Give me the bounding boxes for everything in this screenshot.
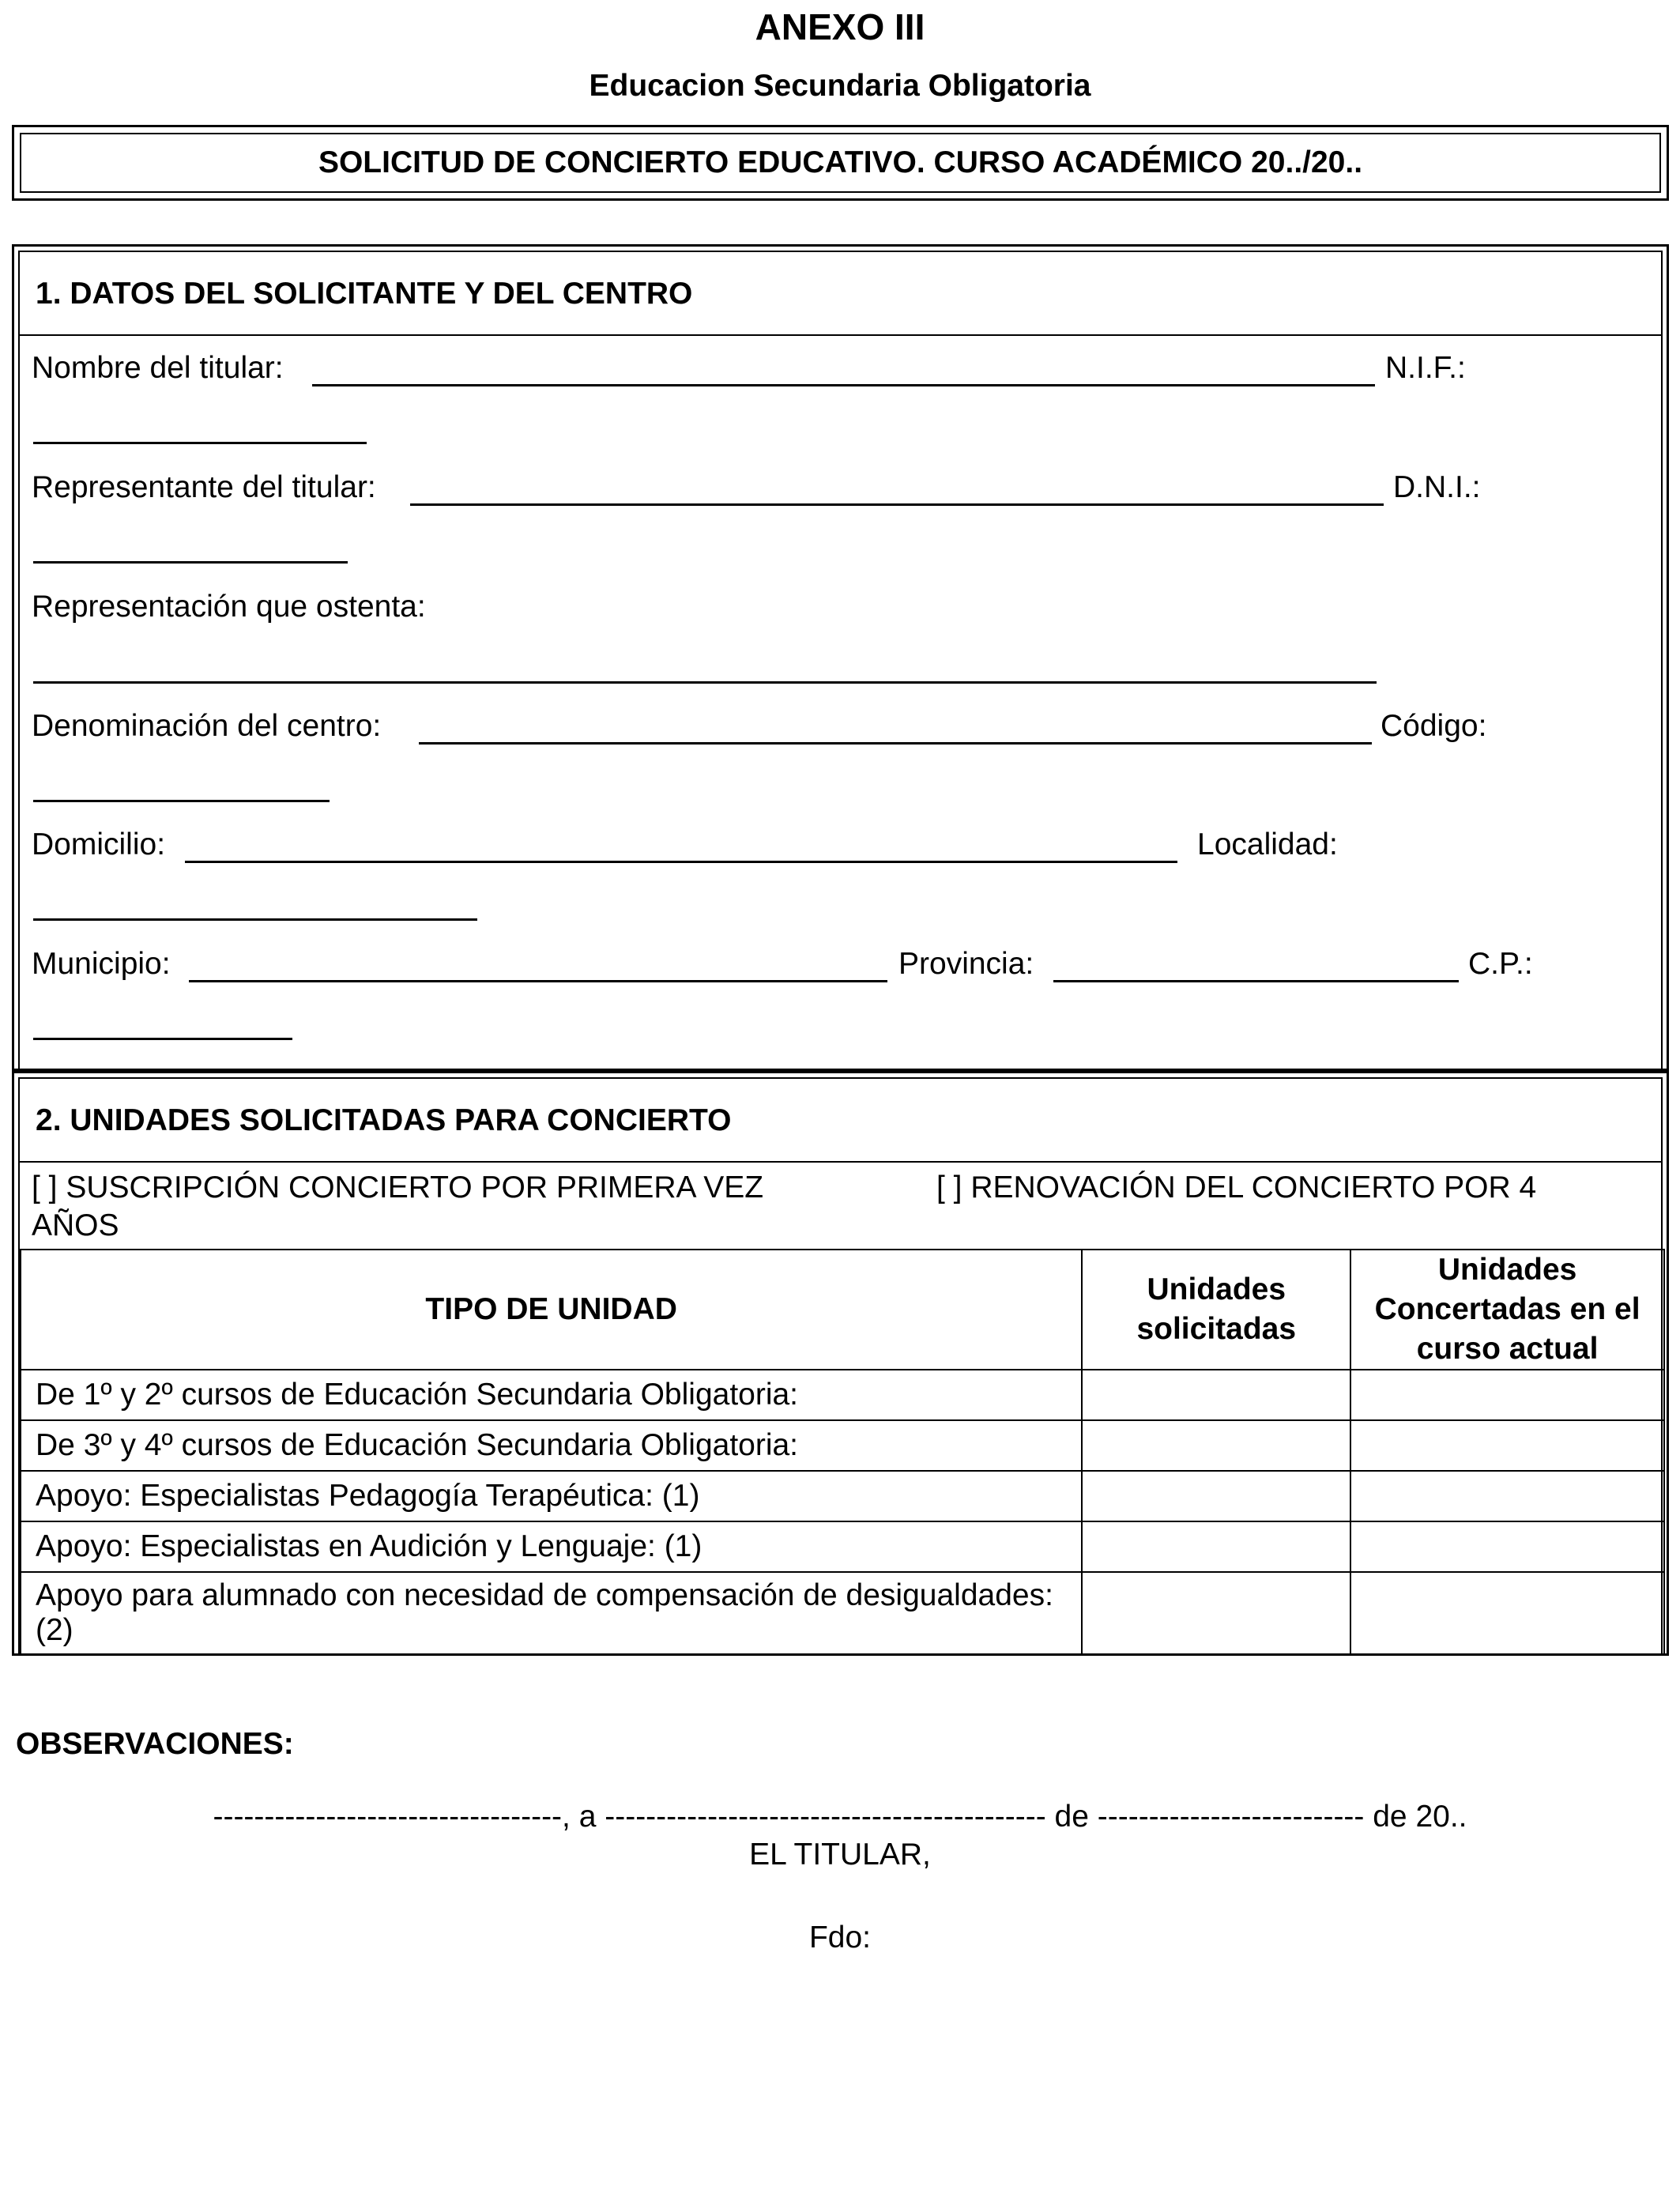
units-table <box>20 1249 1665 1655</box>
option-renewal[interactable]: [ ] RENOVACIÓN DEL CONCIERTO POR 4 <box>936 1171 1537 1204</box>
table-row <box>21 1521 1664 1572</box>
table-row <box>21 1471 1664 1521</box>
titular-field[interactable] <box>312 384 1375 386</box>
header-tipo-unidad: TIPO DE UNIDAD <box>21 1250 1082 1370</box>
current-cell[interactable] <box>1350 1420 1664 1471</box>
table-row <box>21 1370 1664 1420</box>
row-label: Apoyo: Especialistas en Audición y Lenguaje: (1) <box>21 1521 1082 1572</box>
section1-title: 1. DATOS DEL SOLICITANTE Y DEL CENTRO <box>20 252 1661 336</box>
signature-label: Fdo: <box>808 1921 872 1955</box>
requested-cell[interactable] <box>1082 1420 1350 1471</box>
form-title: SOLICITUD DE CONCIERTO EDUCATIVO. CURSO ACADÉMICO 20../20.. <box>20 133 1661 193</box>
document-subtitle: Educacion Secundaria Obligatoria <box>589 69 1091 103</box>
representante-field[interactable] <box>410 503 1384 506</box>
section2-title: 2. UNIDADES SOLICITADAS PARA CONCIERTO <box>20 1079 1661 1163</box>
section-applicant-data <box>12 244 1669 1071</box>
domicilio-label: Domicilio: <box>32 827 166 861</box>
table-header-row <box>21 1250 1664 1370</box>
localidad-field[interactable] <box>33 918 477 921</box>
dni-label: D.N.I.: <box>1393 470 1481 504</box>
table-row <box>21 1420 1664 1471</box>
requested-cell[interactable] <box>1082 1572 1350 1654</box>
section-units-requested <box>12 1071 1669 1656</box>
row-label: De 1º y 2º cursos de Educación Secundaria Obligatoria: <box>21 1370 1082 1420</box>
row-label: De 3º y 4º cursos de Educación Secundaria Obligatoria: <box>21 1420 1082 1471</box>
current-cell[interactable] <box>1350 1370 1664 1420</box>
requested-cell[interactable] <box>1082 1471 1350 1521</box>
denominacion-field[interactable] <box>419 742 1372 745</box>
codigo-label: Código: <box>1381 709 1487 743</box>
row-label: Apoyo: Especialistas Pedagogía Terapéutica: (1) <box>21 1471 1082 1521</box>
representacion-label: Representación que ostenta: <box>32 590 426 624</box>
localidad-label: Localidad: <box>1197 827 1338 861</box>
signer-label: EL TITULAR, <box>749 1838 931 1872</box>
requested-cell[interactable] <box>1082 1370 1350 1420</box>
cp-field[interactable] <box>33 1038 292 1040</box>
municipio-field[interactable] <box>189 980 887 982</box>
table-row <box>21 1572 1664 1654</box>
annex-title: ANEXO III <box>755 6 925 47</box>
form-title-box <box>12 125 1669 201</box>
domicilio-field[interactable] <box>185 861 1177 863</box>
place-date-line[interactable]: ----------------------------------, a ------------------------------------------- de -------------------------- de 20.. <box>213 1800 1467 1834</box>
current-cell[interactable] <box>1350 1471 1664 1521</box>
nif-label: N.I.F.: <box>1385 351 1466 385</box>
header-unidades-concertadas: Unidades Concertadas en el curso actual <box>1350 1250 1664 1370</box>
provincia-field[interactable] <box>1053 980 1459 982</box>
municipio-label: Municipio: <box>32 947 171 981</box>
provincia-label: Provincia: <box>898 947 1034 981</box>
observaciones-label: OBSERVACIONES: <box>16 1727 294 1761</box>
current-cell[interactable] <box>1350 1572 1664 1654</box>
nif-field[interactable] <box>33 442 367 444</box>
current-cell[interactable] <box>1350 1521 1664 1572</box>
cp-label: C.P.: <box>1468 947 1533 981</box>
option-renewal-cont: AÑOS <box>32 1208 119 1242</box>
representacion-field[interactable] <box>33 681 1377 684</box>
titular-label: Nombre del titular: <box>32 351 284 385</box>
codigo-field[interactable] <box>33 800 330 802</box>
row-label: Apoyo para alumnado con necesidad de compensación de desigualdades: (2) <box>21 1572 1082 1654</box>
dni-field[interactable] <box>33 561 348 564</box>
requested-cell[interactable] <box>1082 1521 1350 1572</box>
header-unidades-solicitadas: Unidades solicitadas <box>1082 1250 1350 1370</box>
representante-label: Representante del titular: <box>32 470 376 504</box>
denominacion-label: Denominación del centro: <box>32 709 382 743</box>
option-first-time[interactable]: [ ] SUSCRIPCIÓN CONCIERTO POR PRIMERA VEZ <box>32 1171 764 1204</box>
